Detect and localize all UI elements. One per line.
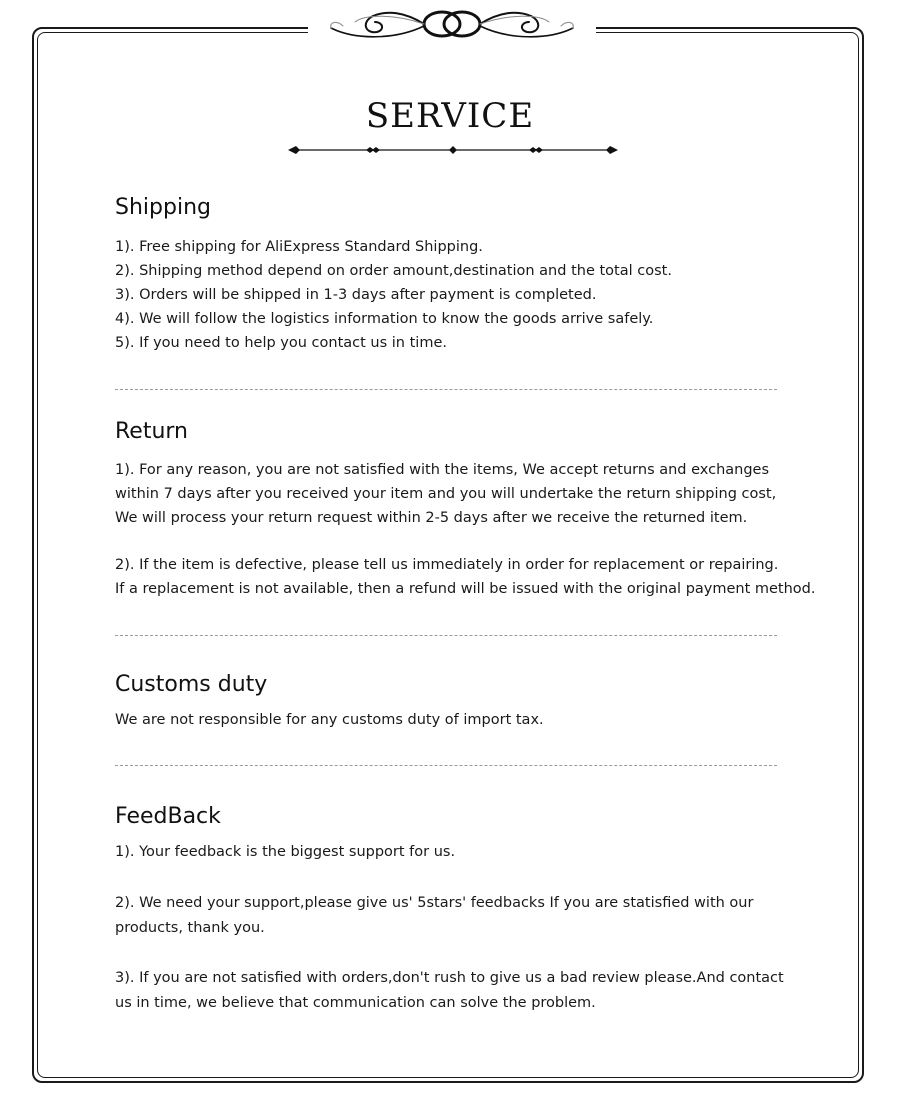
section-divider — [115, 389, 777, 390]
page-title: SERVICE — [365, 96, 535, 136]
feedback-heading: FeedBack — [115, 804, 221, 829]
flourish-ornament-icon — [325, 4, 579, 44]
title-divider-icon — [288, 142, 618, 158]
shipping-item: 4). We will follow the logistics information to know the goods arrive safely. — [115, 311, 654, 327]
customs-heading: Customs duty — [115, 672, 268, 697]
section-divider — [115, 635, 777, 636]
return-paragraph-2-line-1: 2). If the item is defective, please tell us immediately in order for replacement or repairing. — [115, 557, 779, 573]
return-paragraph-1: 1). For any reason, you are not satisfied with the items, We accept returns and exchanges within 7 days after you received your item and you will undertake the return shipping cost, We will process your return request within 2-5 days after we receive the returned item. — [115, 462, 777, 526]
return-heading: Return — [115, 419, 189, 444]
return-paragraph-2-line-2: If a replacement is not available, then a refund will be issued with the original payment method. — [115, 581, 816, 597]
feedback-paragraph-3: 3). If you are not satisfied with orders,don't rush to give us a bad review please.And contact us in time, we believe that communication can solve the problem. — [115, 970, 784, 1011]
shipping-item: 3). Orders will be shipped in 1-3 days after payment is completed. — [115, 287, 597, 303]
shipping-item: 5). If you need to help you contact us in time. — [115, 335, 447, 351]
shipping-item: 2). Shipping method depend on order amount,destination and the total cost. — [115, 263, 672, 279]
customs-text: We are not responsible for any customs duty of import tax. — [115, 712, 544, 728]
section-divider — [115, 765, 777, 766]
shipping-item: 1). Free shipping for AliExpress Standard Shipping. — [115, 239, 483, 255]
shipping-heading: Shipping — [115, 195, 211, 220]
feedback-paragraph-1: 1). Your feedback is the biggest support for us. — [115, 844, 456, 860]
feedback-paragraph-2: 2). We need your support,please give us' 5stars' feedbacks If you are statisfied with our products, thank you. — [115, 895, 754, 936]
